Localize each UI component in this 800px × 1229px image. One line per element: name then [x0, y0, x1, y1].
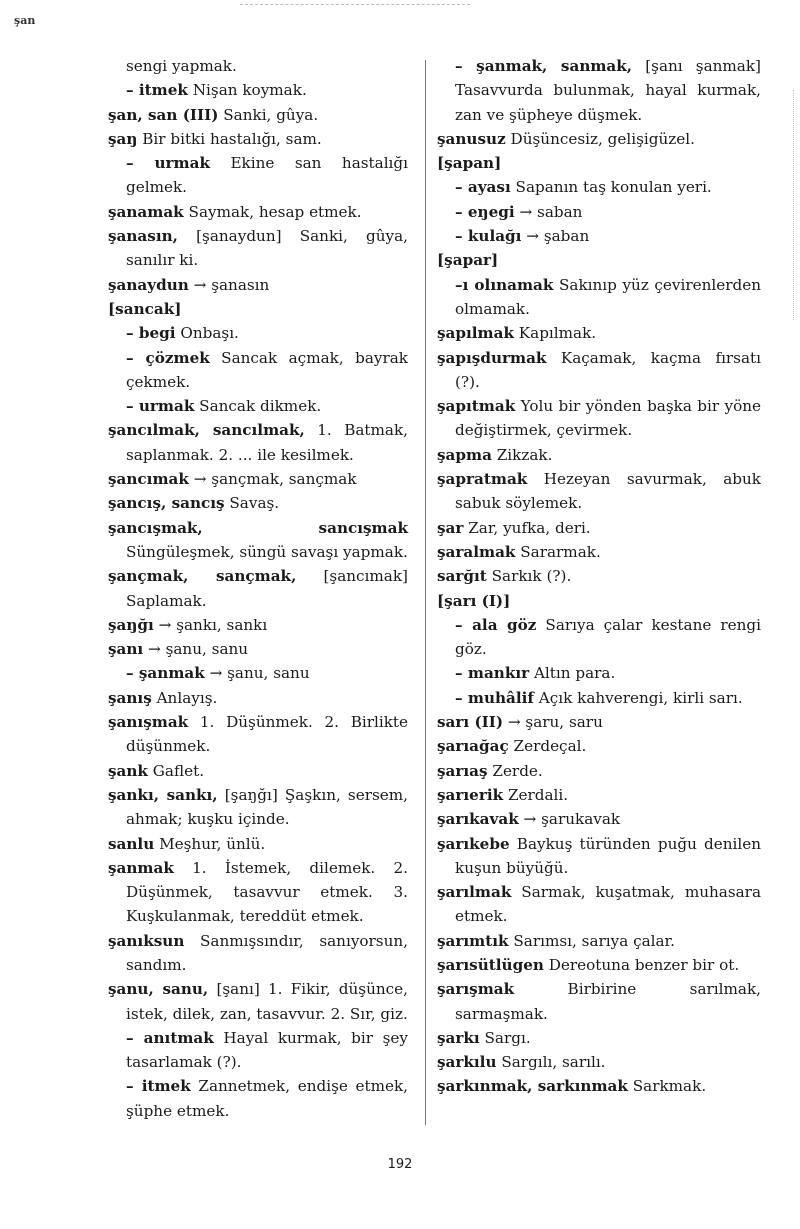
dictionary-entry [108, 467, 408, 491]
entry-headword: şarıağaç [437, 737, 509, 756]
entry-definition: Meşhur, ünlü. [154, 834, 266, 853]
dictionary-entry [437, 394, 761, 443]
entry-headword: şanı [108, 640, 144, 659]
dictionary-entry [437, 540, 761, 564]
entry-headword: şar [437, 518, 464, 537]
entry-definition: Anlayış. [151, 688, 218, 707]
entry-headword: şarımtık [437, 931, 509, 950]
dictionary-entry [437, 589, 761, 613]
dictionary-entry [108, 977, 408, 1026]
entry-definition: 1. Batmak, saplanmak. 2. ... ile kesilmek. [126, 421, 408, 464]
entry-definition: Gaflet. [147, 761, 205, 780]
dictionary-entry [108, 297, 408, 321]
dictionary-entry [108, 929, 408, 978]
entry-definition: Sarıya çalar kestane rengi göz. [455, 615, 761, 659]
entry-definition: Sargı. [479, 1028, 531, 1047]
dictionary-entry [108, 686, 408, 710]
dictionary-entry [108, 103, 408, 127]
entry-definition: → şaban [521, 227, 590, 246]
dictionary-entry [437, 1026, 761, 1050]
entry-definition: Yolu bir yönden başka bir yöne değiştirmek, çevirmek. [455, 397, 761, 440]
dictionary-entry [108, 127, 408, 151]
sub-entry [108, 321, 408, 345]
entry-headword: – şanmak [126, 664, 205, 683]
dictionary-entry [108, 637, 408, 661]
entry-definition: Sarkmak. [627, 1077, 707, 1096]
entry-definition: Düşüncesiz, gelişigüzel. [505, 129, 695, 148]
entry-definition: Sarmak, kuşatmak, muhasara etmek. [455, 883, 761, 926]
entry-headword: – muhâlif [455, 688, 534, 707]
entry-definition: Zerdali. [503, 785, 569, 804]
dictionary-entry [108, 613, 408, 637]
dictionary-entry [108, 516, 408, 565]
dictionary-entry [108, 856, 408, 929]
entry-definition: Baykuş türünden puğu denilen kuşun büyüğü. [455, 834, 761, 877]
sub-entry [437, 175, 761, 199]
entry-headword: – eŋegi [455, 202, 515, 221]
dictionary-entry [437, 734, 761, 758]
entry-headword: şarışmak [437, 980, 515, 999]
entry-definition: → şanasın [188, 275, 270, 294]
dictionary-entry [108, 200, 408, 224]
dictionary-entry [108, 273, 408, 297]
dictionary-entry [108, 224, 408, 273]
entry-definition: → saban [514, 202, 583, 221]
entry-definition: → şanu, sanu [143, 640, 249, 659]
entry-definition: Saymak, hesap etmek. [183, 202, 362, 221]
entry-headword: – anıtmak [126, 1028, 214, 1047]
dictionary-entry [437, 880, 761, 929]
entry-definition: Sarımsı, sarıya çalar. [508, 931, 675, 950]
entry-definition: Sanmışsındır, sanıyorsun, sandım. [126, 931, 408, 974]
entry-headword: – urmak [126, 154, 210, 173]
entry-definition: Kapılmak. [513, 324, 597, 343]
entry-definition: Sarkık (?). [486, 567, 572, 586]
entry-definition: Ekine san hastalığı gelmek. [126, 154, 408, 197]
entry-definition: 1. İstemek, dilemek. 2. Düşünmek, tasavvur etmek. 3. Kuşkulanmak, tereddüt etmek. [126, 858, 408, 926]
entry-headword: şanu, sanu, [108, 980, 209, 999]
sub-entry [108, 394, 408, 418]
entry-definition: Nişan koymak. [187, 81, 307, 100]
entry-definition: Sanki, gûya. [218, 105, 319, 124]
entry-headword: sarğıt [437, 567, 487, 586]
entry-headword: – urmak [126, 397, 195, 416]
entry-headword: – mankır [455, 664, 530, 683]
entry-headword: – itmek [126, 1077, 191, 1096]
entry-headword: şanış [108, 688, 152, 707]
sub-entry [437, 224, 761, 248]
entry-headword: [şapan] [437, 154, 502, 173]
sub-entry [108, 346, 408, 395]
dictionary-entry [108, 710, 408, 759]
dictionary-entry [108, 418, 408, 467]
entry-definition: Sapanın taş konulan yeri. [510, 178, 712, 197]
dictionary-entry [437, 1074, 761, 1098]
entry-definition: Sancak açmak, bayrak çekmek. [126, 348, 408, 391]
sub-entry [437, 54, 761, 127]
entry-headword: şanusuz [437, 129, 506, 148]
entry-headword: [şarı (I)] [437, 591, 511, 610]
entry-headword: [şapar] [437, 251, 499, 270]
entry-headword: – ala göz [455, 615, 537, 634]
entry-headword: şarılmak [437, 883, 512, 902]
sub-entry [108, 151, 408, 200]
entry-headword: şaralmak [437, 542, 516, 561]
entry-headword: sanlu [108, 834, 155, 853]
entry-definition: Bir bitki hastalığı, sam. [137, 129, 322, 148]
entry-definition: Zerde. [487, 761, 543, 780]
sub-entry [437, 273, 761, 322]
dictionary-entry [437, 516, 761, 540]
entry-headword: şaŋ [108, 129, 138, 148]
dictionary-entry [437, 1050, 761, 1074]
entry-headword: şarıkebe [437, 834, 510, 853]
entry-headword: – itmek [126, 81, 188, 100]
column-divider [425, 60, 426, 1125]
sub-entry [108, 1074, 408, 1123]
dictionary-entry [437, 807, 761, 831]
entry-headword: şank [108, 761, 148, 780]
page-number: 192 [387, 1157, 413, 1172]
dictionary-entry [437, 710, 761, 734]
entry-headword: şapıtmak [437, 397, 516, 416]
entry-headword: şarıaş [437, 761, 488, 780]
dictionary-entry [437, 346, 761, 395]
entry-definition: Kaçamak, kaçma fırsatı (?). [455, 348, 761, 391]
sub-entry [437, 613, 761, 662]
entry-definition: Altın para. [529, 664, 616, 683]
entry-headword: şankı, sankı, [108, 785, 218, 804]
entry-definition: → şanu, sanu [204, 664, 310, 683]
entry-headword: şarkılu [437, 1053, 497, 1072]
entry-definition: Zar, yufka, deri. [463, 518, 591, 537]
entry-headword: şanışmak [108, 713, 189, 732]
entry-definition: [şaŋğı] Şaşkın, sersem, ahmak; kuşku içinde. [126, 785, 408, 829]
entry-headword: şapılmak [437, 324, 514, 343]
entry-headword: şanamak [108, 202, 184, 221]
entry-headword: – kulağı [455, 227, 522, 246]
sub-entry [437, 200, 761, 224]
dictionary-entry [108, 832, 408, 856]
entry-headword: şanasın, [108, 227, 178, 246]
dictionary-entry [437, 977, 761, 1026]
entry-headword: – çözmek [126, 348, 210, 367]
dictionary-entry [108, 491, 408, 515]
dictionary-entry [437, 564, 761, 588]
entry-headword: şancışmak, sancışmak [108, 518, 408, 537]
dictionary-entry [437, 832, 761, 881]
right-column [437, 54, 761, 1099]
entry-definition: [şanı] 1. Fikir, düşünce, istek, dilek, zan, tasavvur. 2. Sır, giz. [126, 980, 408, 1023]
dictionary-entry [437, 151, 761, 175]
entry-definition: → şarukavak [518, 810, 621, 829]
left-column [108, 54, 408, 1123]
page-edge-mark [793, 90, 795, 320]
entry-definition: Zikzak. [491, 445, 553, 464]
dictionary-entry [437, 929, 761, 953]
top-margin-mark [240, 4, 470, 6]
dictionary-entry [437, 783, 761, 807]
entry-definition: Savaş. [224, 494, 280, 513]
dictionary-entry [437, 127, 761, 151]
sub-entry [108, 661, 408, 685]
entry-headword: şapma [437, 445, 492, 464]
entry-headword: şarıerik [437, 785, 504, 804]
entry-headword: şaŋğı [108, 615, 154, 634]
entry-headword: [sancak] [108, 299, 182, 318]
sub-entry [437, 661, 761, 685]
entry-definition: Dereotuna benzer bir ot. [543, 955, 740, 974]
entry-definition: [şanı şanmak] Tasavvurda bulunmak, hayal kurmak, zan ve şüpheye düşmek. [455, 57, 761, 124]
dictionary-entry [108, 783, 408, 832]
entry-definition: Sakınıp yüz çevirenlerden olmamak. [455, 275, 761, 318]
dictionary-entry [437, 953, 761, 977]
dictionary-entry [108, 564, 408, 613]
entry-definition: Zannetmek, endişe etmek, şüphe etmek. [126, 1077, 409, 1120]
dictionary-entry [108, 759, 408, 783]
entry-headword: şarıkavak [437, 810, 519, 829]
entry-definition: Sararmak. [515, 542, 601, 561]
dictionary-entry [437, 443, 761, 467]
entry-headword: şan, san (III) [108, 105, 219, 124]
entry-headword: şancış, sancış [108, 494, 225, 513]
entry-definition: Zerdeçal. [508, 737, 587, 756]
entry-definition: Açık kahverengi, kirli sarı. [533, 688, 743, 707]
entry-headword: şançmak, sançmak, [108, 567, 297, 586]
entry-headword: şapışdurmak [437, 348, 547, 367]
dictionary-entry [437, 467, 761, 516]
entry-definition: sengi yapmak. [126, 57, 237, 75]
sub-entry [437, 686, 761, 710]
entry-headword: şapratmak [437, 470, 528, 489]
entry-definition: [şancımak] Saplamak. [126, 567, 408, 610]
entry-headword: şancımak [108, 470, 189, 489]
entry-definition: Birbirine sarılmak, sarmaşmak. [455, 980, 761, 1023]
entry-headword: –ı olınamak [455, 275, 554, 294]
sub-entry [108, 78, 408, 102]
entry-headword: şancılmak, sancılmak, [108, 421, 305, 440]
entry-definition: Sargılı, sarılı. [496, 1053, 606, 1072]
entry-definition: → şaru, saru [503, 713, 603, 732]
entry-definition: Hayal kurmak, bir şey tasarlamak (?). [126, 1028, 408, 1072]
entry-definition: Onbaşı. [175, 324, 239, 343]
dictionary-entry [437, 248, 761, 272]
entry-headword: sarı (II) [437, 713, 504, 732]
entry-headword: şanmak [108, 858, 174, 877]
sub-entry [108, 54, 408, 78]
entry-definition: → şançmak, sançmak [188, 470, 357, 489]
dictionary-entry [437, 321, 761, 345]
sub-entry [108, 1026, 408, 1075]
entry-headword: şarkınmak, sarkınmak [437, 1077, 628, 1096]
entry-headword: şarısütlügen [437, 955, 544, 974]
entry-headword: şanaydun [108, 275, 189, 294]
running-head: şan [14, 14, 36, 27]
entry-definition: Sancak dikmek. [194, 397, 322, 416]
entry-headword: – ayası [455, 178, 511, 197]
entry-definition: → şankı, sankı [153, 615, 268, 634]
entry-definition: [şanaydun] Sanki, gûya, sanılır ki. [126, 227, 408, 270]
entry-definition: 1. Düşünmek. 2. Birlikte düşünmek. [126, 713, 408, 756]
entry-definition: Süngüleşmek, süngü savaşı yapmak. [126, 542, 408, 561]
entry-definition: Hezeyan savurmak, abuk sabuk söylemek. [455, 470, 761, 513]
entry-headword: – begi [126, 324, 176, 343]
entry-headword: şarkı [437, 1028, 480, 1047]
entry-headword: şanıksun [108, 931, 185, 950]
dictionary-entry [437, 759, 761, 783]
entry-headword: – şanmak, sanmak, [455, 57, 633, 75]
